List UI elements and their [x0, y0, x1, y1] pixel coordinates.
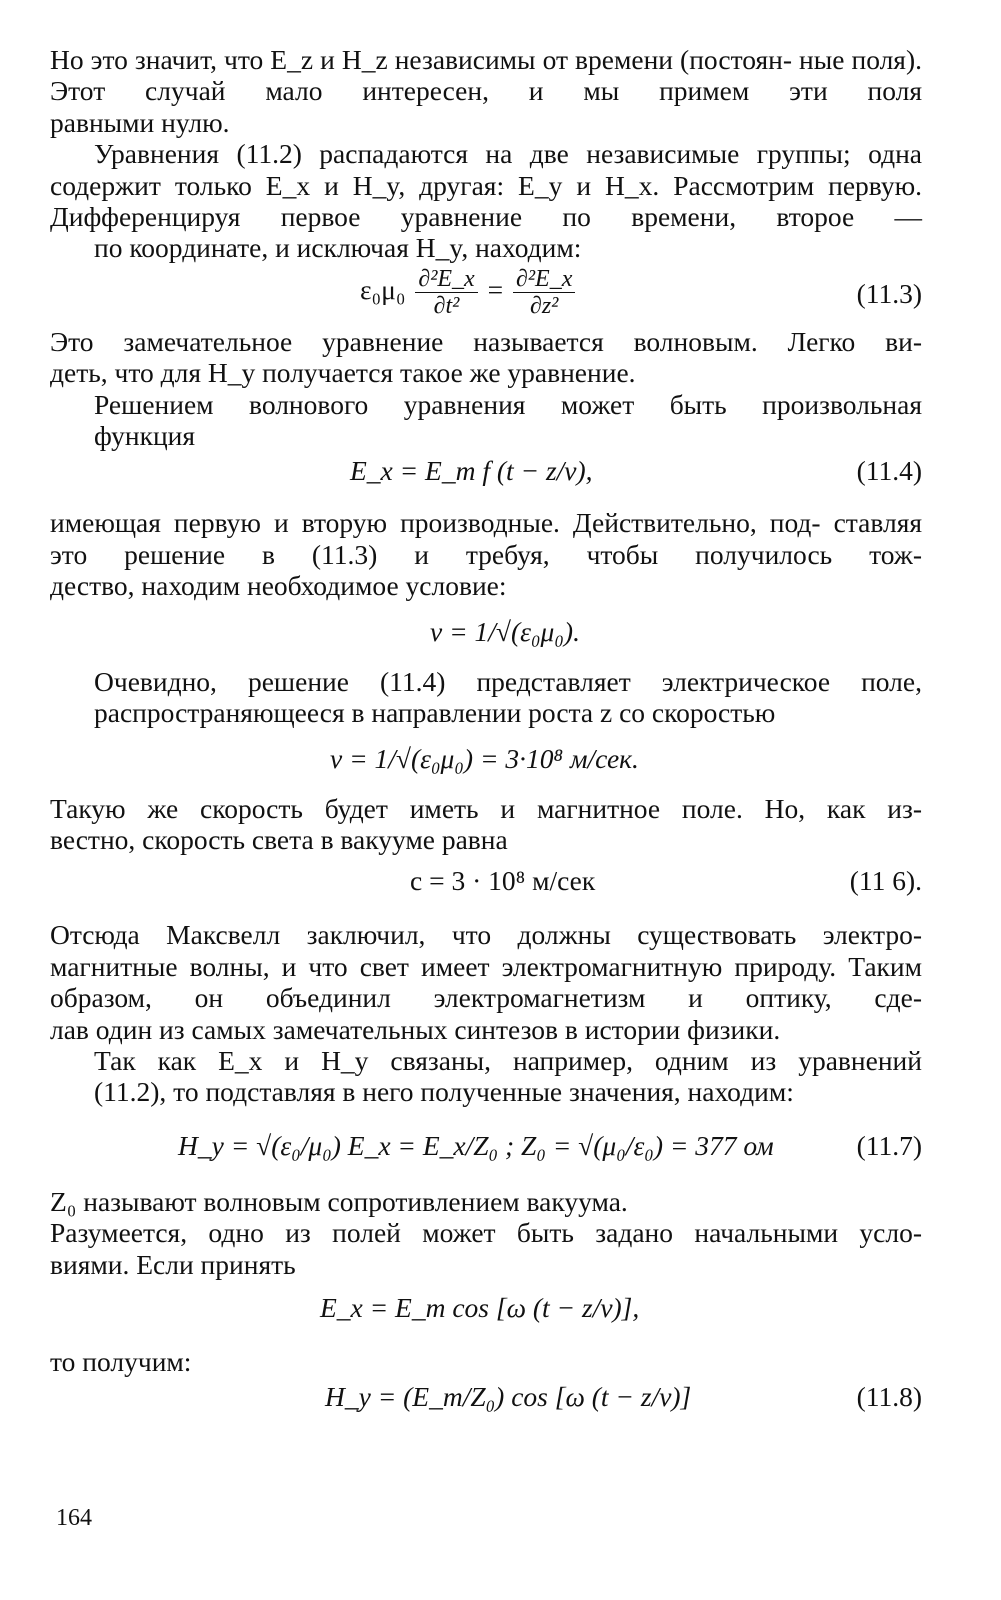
eq4-number: (11.4)	[856, 455, 922, 487]
eq9-expression: E_x = E_m cos [ω (t − z/v)],	[320, 1291, 640, 1323]
p8-line4: лав один из самых замечательных синтезов в истории физики.	[50, 1013, 781, 1045]
p5-line3: дество, находим необходимое условие:	[50, 570, 507, 602]
p8-line3: Таким образом, он объединил электромагнетизм и оптику, сде-	[50, 950, 923, 1014]
eq3-rhs-den: ∂z²	[529, 292, 559, 319]
equation-v-value	[50, 729, 922, 793]
equation-11-7	[50, 1108, 922, 1186]
eq3-number: (11.3)	[856, 277, 922, 309]
eq4-expression: E_x = E_m f (t − z/v),	[350, 455, 593, 487]
p11-line1: Разумеется, одно из полей может быть задано начальными усло-	[50, 1217, 922, 1249]
paragraph-12	[50, 1346, 922, 1377]
eq10-number: (11.8)	[856, 1381, 922, 1413]
p1-line2: ные поля). Этот случай мало интересен, и мы примем эти поля	[50, 44, 922, 107]
eq3-lhs-num: ∂²E_x	[415, 266, 477, 293]
paragraph-1	[50, 44, 922, 138]
p8-line2: магнитные волны, и что свет имеет электромагнитную природу.	[50, 950, 837, 982]
equation-11-8	[50, 1377, 922, 1437]
eq3-expression: ε₀μ₀ $\frac{\text{∂²E\_x}}{\text{∂t²}}$ = $\frac{\text{∂²E\_x}}{\text{∂z²}}$	[360, 266, 578, 319]
p2-line4: по координате, и исключая H_y, находим:	[94, 232, 582, 264]
eq6-expression: v = 1/√(ε₀μ₀) = 3·10⁸ м/сек.	[330, 742, 639, 774]
paragraph-2	[50, 138, 922, 264]
p2-line2: одна содержит только E_x и H_y, другая: E_y и H_x. Рассмотрим	[50, 138, 923, 201]
p10-line1: Z₀ называют волновым сопротивлением вакуума.	[50, 1185, 628, 1217]
p8-line1: Отсюда Максвелл заключил, что должны существовать электро-	[50, 919, 922, 951]
paragraph-6	[50, 666, 922, 729]
equation-11-3	[50, 264, 922, 326]
p1-line1: Но это значит, что E_z и H_z независимы от времени (постоян-	[50, 44, 792, 75]
eq3-lhs-den: ∂t²	[433, 292, 460, 319]
p4-line2: функция	[94, 420, 196, 452]
paragraph-11	[50, 1217, 922, 1280]
p9-line2: (11.2), то подставляя в него полученные значения, находим:	[94, 1076, 794, 1108]
paragraph-5	[50, 507, 922, 601]
p1-line3: равными нулю.	[50, 106, 230, 138]
p4-line1: Решением волнового уравнения может быть произвольная	[94, 388, 922, 420]
page-body	[50, 40, 922, 1437]
paragraph-4	[50, 389, 922, 452]
equation-11-4	[50, 443, 922, 507]
paragraph-8	[50, 919, 922, 1045]
page-number: 164	[56, 1505, 92, 1531]
p6-line1: Очевидно, решение (11.4) представляет электрическое поле,	[94, 665, 922, 697]
equation-11-6	[50, 855, 922, 911]
eq10-expression: H_y = (E_m/Z₀) cos [ω (t − z/v)]	[325, 1381, 692, 1413]
p12-line1: то получим:	[50, 1345, 192, 1377]
eq8-expression: H_y = √(ε₀/μ₀) E_x = E_x/Z₀ ; Z₀ = √(μ₀/ε₀) = 377 ом	[178, 1129, 774, 1161]
p7-line1: Такую же скорость будет иметь и магнитное поле. Но, как из-	[50, 792, 922, 824]
eq3-rhs-num: ∂²E_x	[513, 266, 575, 293]
paragraph-3	[50, 326, 922, 389]
eq8-number: (11.7)	[856, 1129, 922, 1161]
p2-line3: первую. Дифференцируя первое уравнение по времени, второе —	[50, 169, 922, 233]
eq3-coef: ε₀μ₀	[360, 273, 406, 305]
p7-line2: вестно, скорость света в вакууме равна	[50, 823, 508, 855]
p3-line2: деть, что для H_y получается такое же уравнение.	[50, 357, 636, 389]
paragraph-10	[50, 1186, 922, 1217]
paragraph-9	[50, 1045, 922, 1108]
p3-line1: Это замечательное уравнение называется волновым. Легко ви-	[50, 325, 922, 357]
equation-ex-cos	[50, 1280, 922, 1346]
p5-line1: имеющая первую и вторую производные. Действительно, под-	[50, 507, 821, 539]
p6-line2: распространяющееся в направлении роста z со скоростью	[94, 697, 776, 729]
equation-v-condition	[50, 602, 922, 666]
eq7-number: (11 6).	[849, 865, 922, 897]
paragraph-7	[50, 793, 922, 856]
eq5-expression: v = 1/√(ε₀μ₀).	[430, 615, 580, 647]
p2-line1: Уравнения (11.2) распадаются на две независимые группы;	[94, 138, 851, 170]
p5-line2: ставляя это решение в (11.3) и требуя, чтобы получилось тож-	[50, 507, 923, 570]
eq7-expression: c = 3 · 10⁸ м/сек	[410, 865, 596, 897]
p9-line1: Так как E_x и H_y связаны, например, одним из уравнений	[94, 1044, 922, 1076]
p11-line2: виями. Если принять	[50, 1248, 296, 1280]
